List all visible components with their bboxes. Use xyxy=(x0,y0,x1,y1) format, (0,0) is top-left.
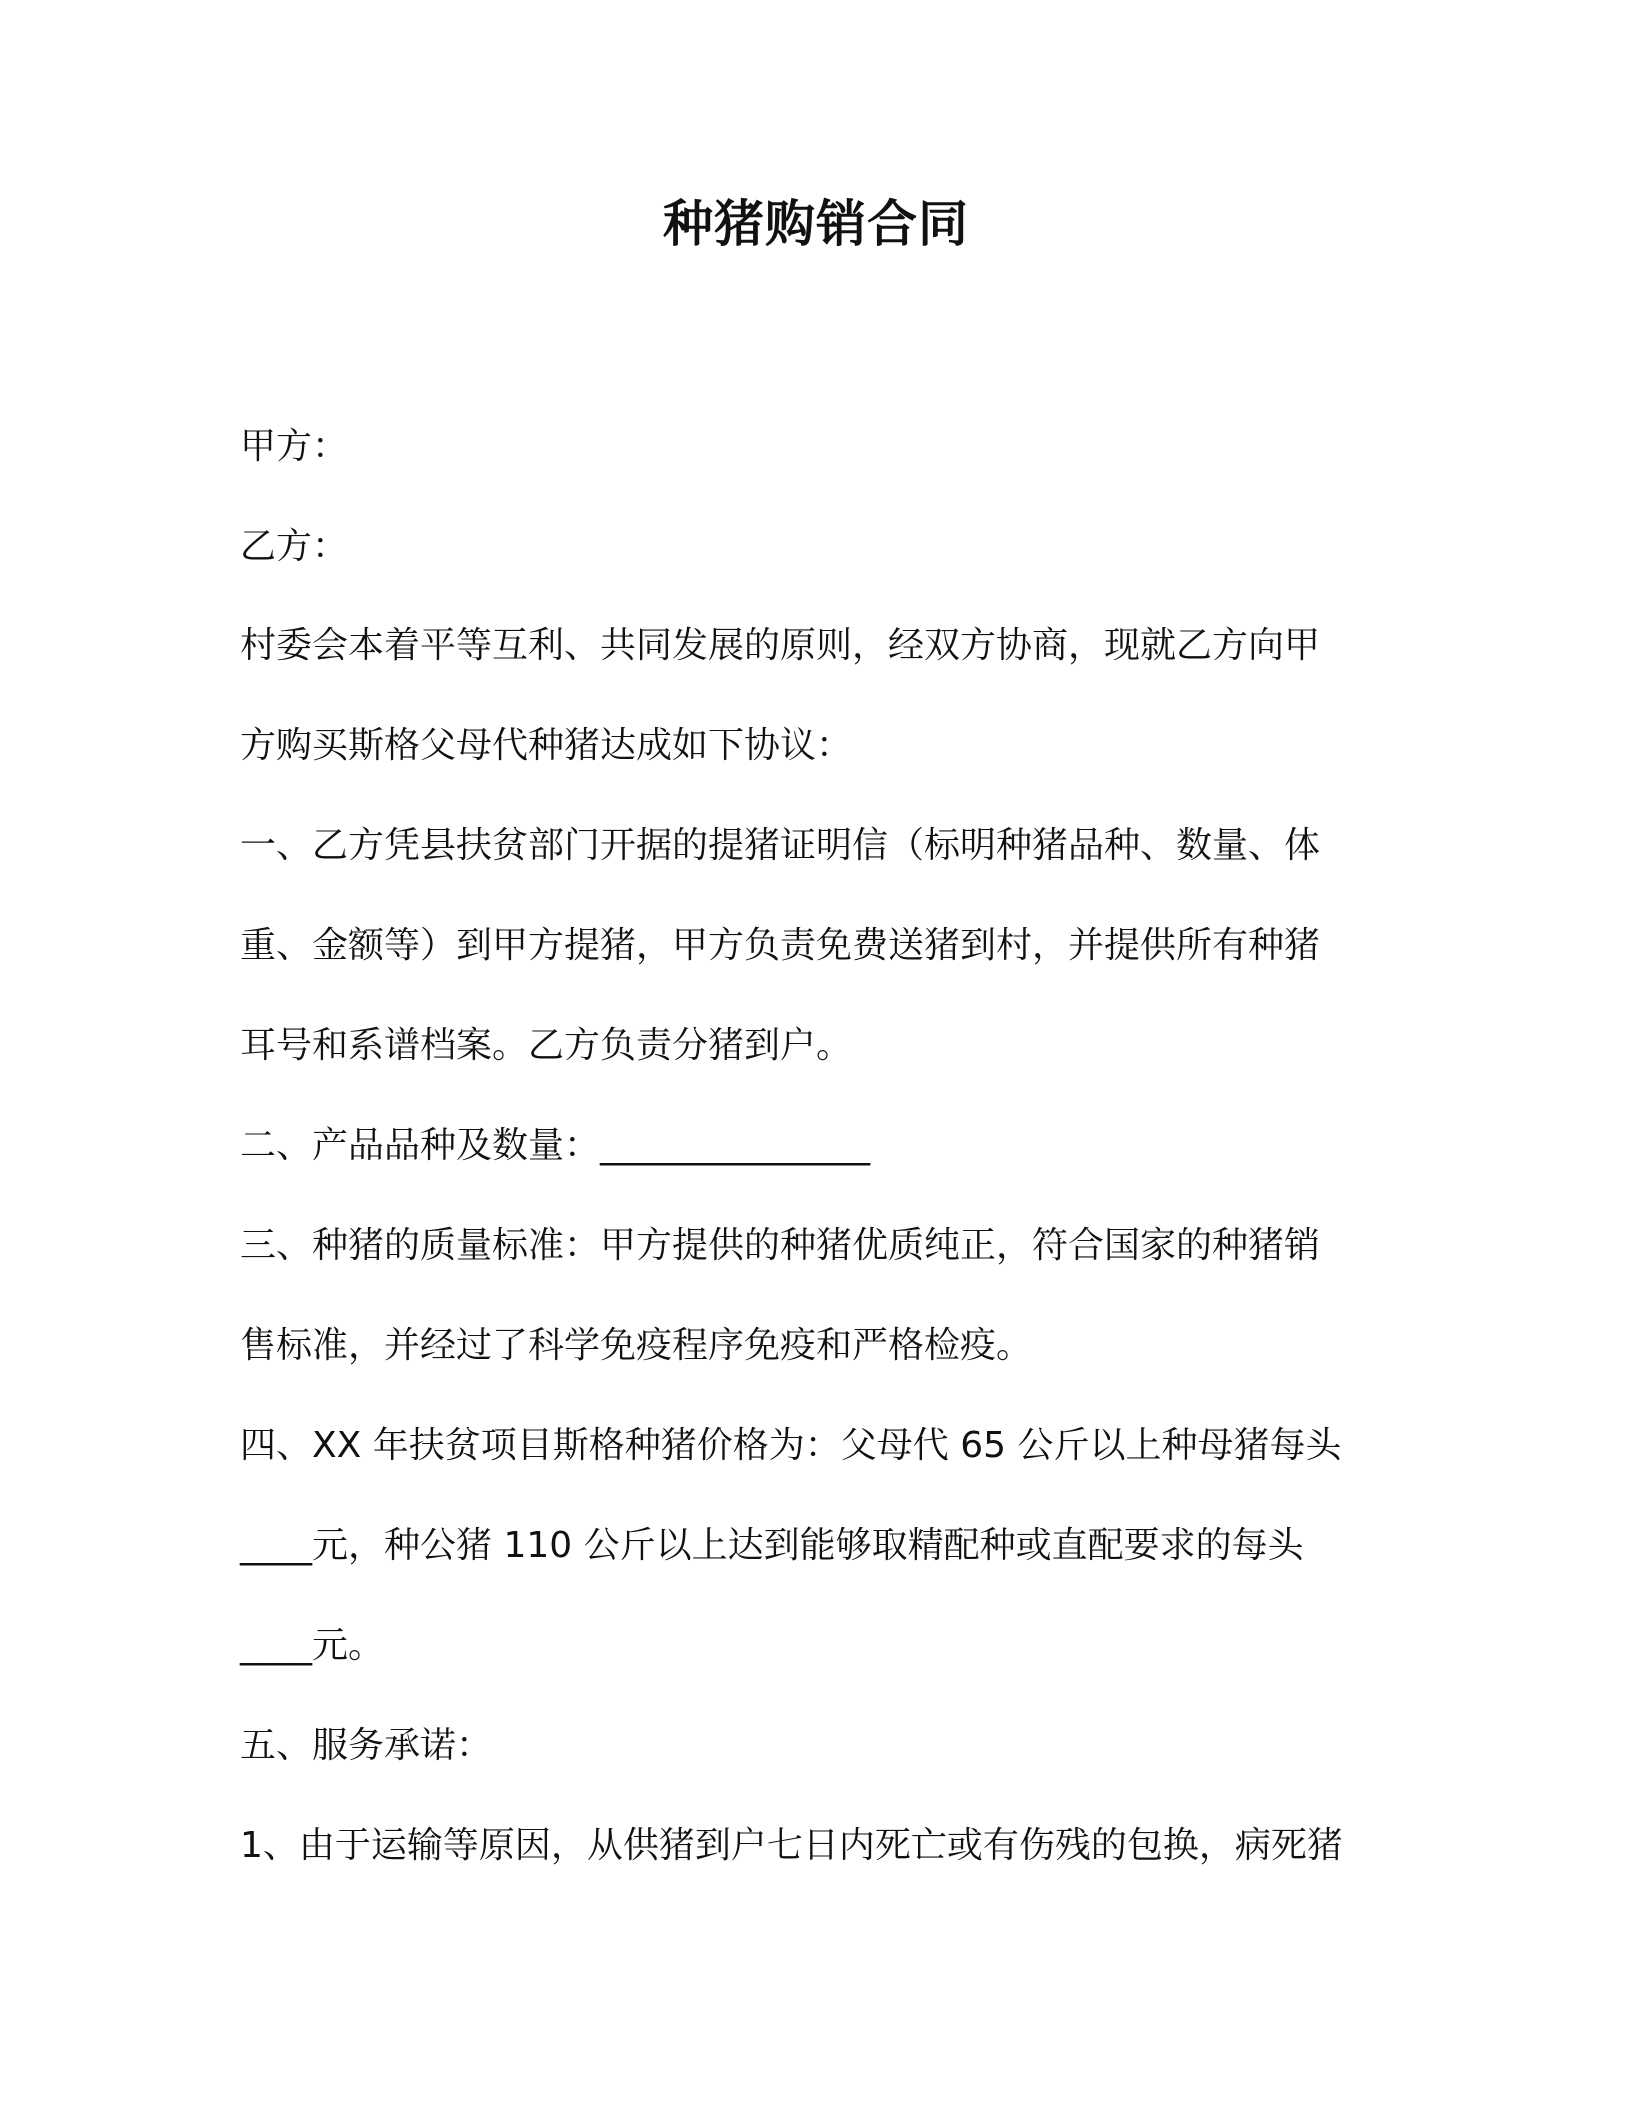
clause-4-line-2: ____元，种公猪 110 公斤以上达到能够取精配种或直配要求的每头 xyxy=(240,1525,1304,1566)
clause-1-line-2: 重、金额等）到甲方提猪，甲方负责免费送猪到村，并提供所有种猪 xyxy=(240,925,1321,966)
clause-1-line-3: 耳号和系谱档案。乙方负责分猪到户。 xyxy=(240,1025,853,1066)
clause-1-line-1: 一、乙方凭县扶贫部门开据的提猪证明信（标明种猪品种、数量、体 xyxy=(240,825,1321,866)
clause-4-line-1: 四、XX 年扶贫项目斯格种猪价格为：父母代 65 公斤以上种母猪每头 xyxy=(240,1425,1342,1466)
clause-3-line-2: 售标准，并经过了科学免疫程序免疫和严格检疫。 xyxy=(240,1325,1033,1366)
preamble-line-2: 方购买斯格父母代种猪达成如下协议： xyxy=(240,725,853,766)
party-b-line: 乙方： xyxy=(240,526,349,567)
party-a-line: 甲方： xyxy=(240,426,349,467)
clause-5-item-1-line-1: 1、由于运输等原因，从供猪到户七日内死亡或有伤残的包换，病死猪 xyxy=(240,1825,1343,1866)
document-title: 种猪购销合同 xyxy=(663,195,969,253)
clause-4-line-3: ____元。 xyxy=(240,1625,385,1666)
clause-5-heading: 五、服务承诺： xyxy=(240,1725,493,1766)
preamble-line-1: 村委会本着平等互利、共同发展的原则，经双方协商，现就乙方向甲 xyxy=(240,625,1321,666)
clause-3-line-1: 三、种猪的质量标准：甲方提供的种猪优质纯正，符合国家的种猪销 xyxy=(240,1225,1321,1266)
clause-2-line: 二、产品品种及数量：_______________ xyxy=(240,1125,871,1166)
